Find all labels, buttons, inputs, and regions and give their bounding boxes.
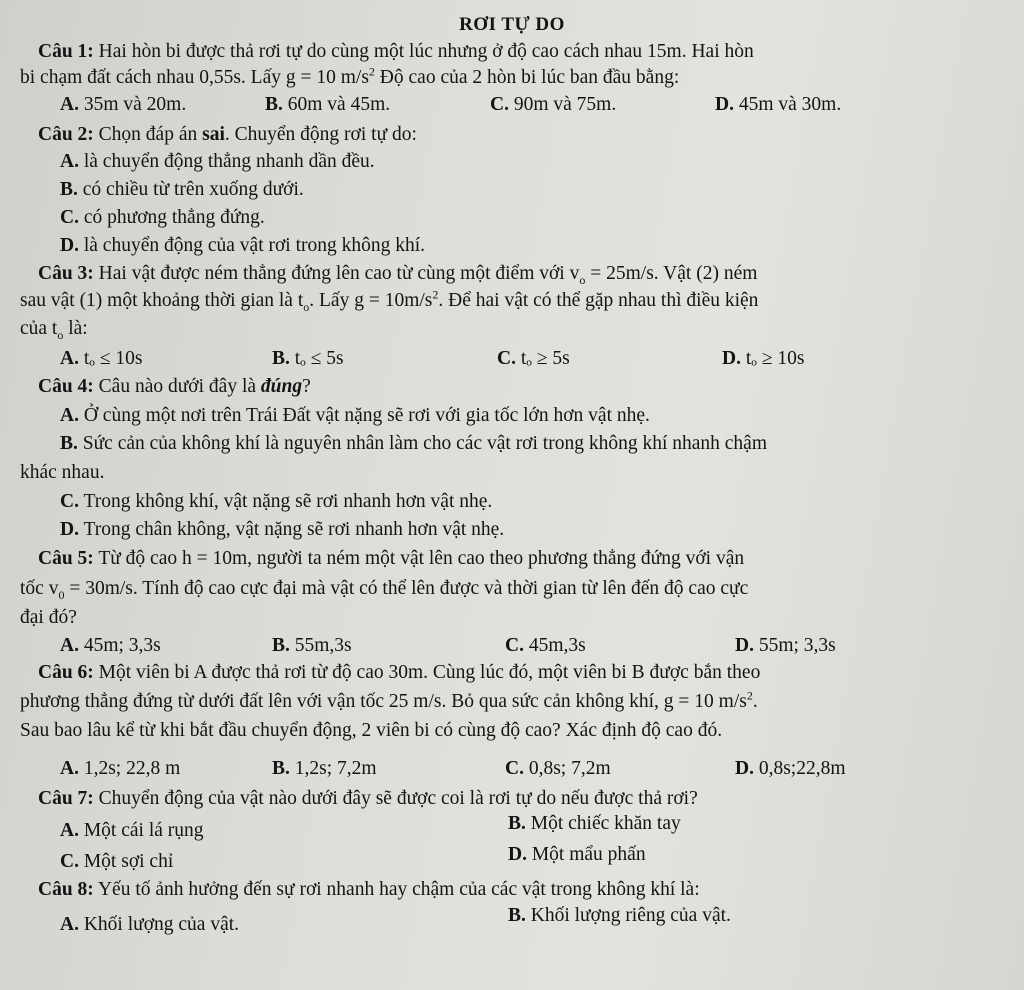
option-text: 0,8s;22,8m [758, 758, 846, 779]
option-text: 55m,3s [294, 635, 352, 656]
q4-option-a [60, 404, 650, 428]
question-5 [38, 547, 744, 571]
option-text: có chiều từ trên xuống dưới. [82, 179, 304, 200]
option-label: A. [60, 348, 79, 369]
question-4-emphasis: đúng [260, 376, 303, 397]
question-3 [38, 262, 757, 286]
option-label: C. [60, 491, 79, 512]
q6-option-a [60, 757, 180, 781]
q7-option-c [60, 850, 173, 874]
question-3-text-line3b: là: [63, 318, 88, 339]
option-text: có phương thẳng đứng. [83, 207, 265, 228]
question-3-text-line3a: của t [20, 318, 58, 339]
option-label: D. [722, 348, 741, 369]
option-text: Một mẩu phấn [531, 844, 646, 865]
question-6-label: Câu 6: [38, 662, 94, 683]
option-label: C. [505, 635, 524, 656]
option-label: A. [60, 914, 79, 935]
question-6 [38, 661, 760, 685]
question-3-text-line2a: sau vật (1) một khoảng thời gian là t [20, 290, 304, 311]
superscript: 2 [432, 287, 439, 302]
subscript: o [303, 299, 310, 314]
option-text: Một chiếc khăn tay [530, 813, 681, 834]
q4-option-b [60, 432, 767, 456]
question-3-line3 [20, 317, 88, 341]
option-text: tₒ ≥ 5s [520, 348, 570, 369]
q7-option-d [508, 843, 646, 867]
option-label: B. [272, 758, 290, 779]
option-label: A. [60, 151, 79, 172]
q1-option-b [265, 93, 390, 117]
option-text: 60m và 45m. [287, 94, 391, 115]
q7-option-a [60, 819, 204, 843]
q3-option-a [60, 347, 142, 371]
superscript: 2 [368, 64, 375, 79]
question-1-text-line2b: Độ cao của 2 hòn bi lúc ban đầu bằng: [374, 67, 680, 88]
option-text: Một cái lá rụng [83, 820, 204, 841]
option-label: A. [60, 758, 79, 779]
q2-option-b [60, 178, 304, 202]
q2-option-d [60, 234, 425, 258]
option-text: 1,2s; 7,2m [294, 758, 377, 779]
question-5-text-line2b: = 30m/s. Tính độ cao cực đại mà vật có thể lên được và thời gian từ lên đến độ cao cực [64, 578, 749, 599]
subscript: o [579, 272, 586, 287]
q4-option-d [60, 518, 504, 542]
question-3-label: Câu 3: [38, 263, 94, 284]
option-label: C. [505, 758, 524, 779]
q5-option-a [60, 634, 161, 658]
question-3-text-line1b: = 25m/s. Vật (2) ném [585, 263, 758, 284]
q7-option-b [508, 812, 681, 836]
question-7 [38, 787, 698, 811]
option-text: 90m và 75m. [513, 94, 617, 115]
question-2-label: Câu 2: [38, 124, 94, 145]
option-label: B. [60, 433, 78, 454]
option-text: tₒ ≤ 10s [83, 348, 143, 369]
question-8-text: Yếu tố ảnh hưởng đến sự rơi nhanh hay chậm của các vật trong không khí là: [97, 879, 700, 900]
question-4-text-post: ? [302, 376, 311, 397]
question-6-line3: Sau bao lâu kể từ khi bắt đầu chuyển động, 2 viên bi có cùng độ cao? Xác định độ cao đó. [20, 720, 723, 741]
option-text: Sức cản của không khí là nguyên nhân làm cho các vật rơi trong không khí nhanh chậm [82, 433, 767, 454]
q3-option-b [272, 347, 344, 371]
option-label: D. [60, 519, 79, 540]
option-text: tₒ ≥ 10s [745, 348, 805, 369]
option-label: B. [272, 635, 290, 656]
option-label: C. [490, 94, 509, 115]
q1-option-a [60, 93, 186, 117]
question-6-text-line2a: phương thẳng đứng từ dưới đất lên với vận tốc 25 m/s. Bỏ qua sức cản không khí, g = 10 m/s [20, 691, 747, 712]
option-label: A. [60, 820, 79, 841]
question-1-text-line2a: bi chạm đất cách nhau 0,55s. Lấy g = 10 m/s [20, 67, 369, 88]
option-text: Khối lượng của vật. [83, 914, 240, 935]
q1-option-c [490, 93, 616, 117]
page-title: RƠI TỰ DO [459, 14, 565, 35]
option-text: Trong không khí, vật nặng sẽ rơi nhanh hơn vật nhẹ. [83, 491, 493, 512]
question-7-label: Câu 7: [38, 788, 94, 809]
q5-option-c [505, 634, 586, 658]
question-1-label: Câu 1: [38, 41, 94, 62]
question-4-text-pre: Câu nào dưới đây là [98, 376, 261, 397]
question-5-text-line2a: tốc v [20, 578, 59, 599]
question-6-text-line1: Một viên bi A được thả rơi từ độ cao 30m. Cùng lúc đó, một viên bi B được bắn theo [98, 662, 761, 683]
option-label: B. [265, 94, 283, 115]
q2-option-c [60, 206, 265, 230]
q4-option-b-continued: khác nhau. [20, 462, 105, 483]
option-label: B. [508, 813, 526, 834]
option-label: C. [497, 348, 516, 369]
option-label: A. [60, 94, 79, 115]
q5-option-d [735, 634, 836, 658]
option-label: D. [60, 235, 79, 256]
option-text: 45m,3s [528, 635, 586, 656]
option-text: Trong chân không, vật nặng sẽ rơi nhanh hơn vật nhẹ. [83, 519, 505, 540]
q6-option-b [272, 757, 377, 781]
option-label: D. [508, 844, 527, 865]
superscript: 2 [746, 688, 753, 703]
q3-option-c [497, 347, 570, 371]
subscript: o [57, 327, 64, 342]
option-text: 0,8s; 7,2m [528, 758, 611, 779]
option-label: D. [735, 758, 754, 779]
option-text: là chuyển động của vật rơi trong không khí. [83, 235, 426, 256]
option-text: tₒ ≤ 5s [294, 348, 344, 369]
question-3-text-line1a: Hai vật được ném thẳng đứng lên cao từ cùng một điểm với v [98, 263, 580, 284]
question-4 [38, 375, 311, 399]
question-2-text-pre: Chọn đáp án [98, 124, 203, 145]
question-1 [38, 40, 754, 64]
option-label: D. [735, 635, 754, 656]
q8-option-a [60, 913, 239, 937]
option-text: Một sợi chỉ [83, 851, 174, 872]
question-6-text-line2b: . [752, 691, 758, 712]
q2-option-a [60, 150, 375, 174]
question-5-text-line1: Từ độ cao h = 10m, người ta ném một vật lên cao theo phương thẳng đứng với vận [98, 548, 745, 569]
subscript: 0 [58, 587, 65, 602]
option-text: 55m; 3,3s [758, 635, 836, 656]
option-label: A. [60, 405, 79, 426]
question-7-text: Chuyển động của vật nào dưới đây sẽ được coi là rơi tự do nếu được thả rơi? [98, 788, 698, 809]
q3-option-d [722, 347, 804, 371]
q5-option-b [272, 634, 352, 658]
question-1-line2 [20, 66, 679, 90]
q6-option-d [735, 757, 846, 781]
option-label: A. [60, 635, 79, 656]
question-3-text-line2b: . Lấy g = 10m/s [309, 290, 433, 311]
option-text: Khối lượng riêng của vật. [530, 905, 731, 926]
q4-option-c [60, 490, 492, 514]
question-1-text-line1: Hai hòn bi được thả rơi tự do cùng một lúc nhưng ở độ cao cách nhau 15m. Hai hòn [98, 41, 754, 62]
option-text: Ở cùng một nơi trên Trái Đất vật nặng sẽ rơi với gia tốc lớn hơn vật nhẹ. [83, 405, 650, 426]
option-text: 45m; 3,3s [83, 635, 161, 656]
option-label: D. [715, 94, 734, 115]
option-text: 45m và 30m. [738, 94, 842, 115]
question-6-line2 [20, 690, 758, 714]
option-text: 35m và 20m. [83, 94, 187, 115]
question-3-text-line2c: . Để hai vật có thể gặp nhau thì điều kiện [438, 290, 759, 311]
option-label: C. [60, 207, 79, 228]
question-8-label: Câu 8: [38, 879, 94, 900]
question-5-label: Câu 5: [38, 548, 94, 569]
question-2-text-post: . Chuyển động rơi tự do: [224, 124, 417, 145]
q8-option-b [508, 904, 731, 928]
q6-option-c [505, 757, 611, 781]
q1-option-d [715, 93, 841, 117]
question-5-line2 [20, 577, 748, 601]
option-label: B. [272, 348, 290, 369]
question-3-line2 [20, 289, 758, 313]
option-label: C. [60, 851, 79, 872]
option-text: 1,2s; 22,8 m [83, 758, 181, 779]
question-2-emphasis: sai [202, 124, 225, 145]
question-2 [38, 123, 417, 147]
question-4-label: Câu 4: [38, 376, 94, 397]
question-8 [38, 878, 700, 902]
question-5-line3: đại đó? [20, 607, 77, 628]
option-text: là chuyển động thẳng nhanh dần đều. [83, 151, 375, 172]
option-label: B. [60, 179, 78, 200]
option-label: B. [508, 905, 526, 926]
